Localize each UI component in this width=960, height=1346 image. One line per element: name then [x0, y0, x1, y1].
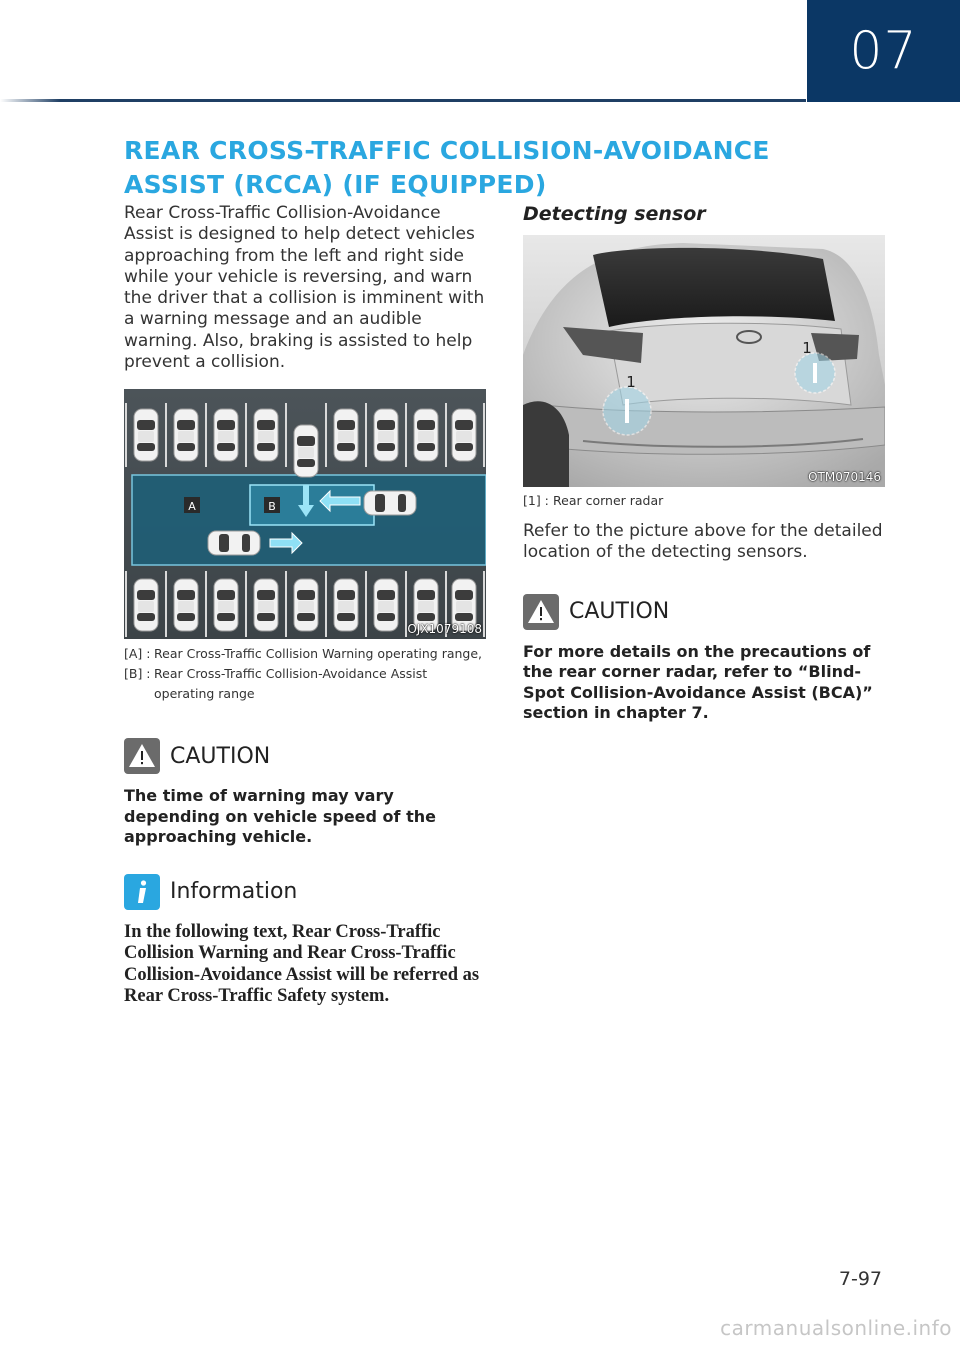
caution-title: CAUTION — [170, 743, 271, 769]
legend-text: Rear Cross-Traffic Collision Warning operating range, — [154, 646, 483, 662]
right-column — [523, 203, 885, 724]
header-rule-fade — [0, 99, 60, 102]
section-title: REAR CROSS-TRAFFIC COLLISION-AVOIDANCE ASSIST (RCCA) (IF EQUIPPED) — [124, 136, 770, 199]
info-title: Information — [170, 879, 298, 905]
legend-text: Rear corner radar — [553, 493, 664, 508]
chapter-tab — [807, 0, 960, 102]
figure-code: OTM070146 — [808, 470, 881, 484]
left-column — [124, 203, 486, 1008]
radar-marker-left: 1 — [626, 373, 636, 391]
parking-lot-figure — [124, 389, 486, 639]
figure-code: OJX1079108 — [407, 622, 482, 637]
info-icon — [124, 874, 160, 910]
header-rule — [0, 99, 806, 102]
page-number: 7-97 — [838, 1268, 882, 1290]
info-body: In the following text, Rear Cross-Traffic Collision Warning and Rear Cross-Traffic Collision-Avoidance Assist will be referred as Rear Cross-Traffic Safety system. — [124, 921, 480, 1007]
caution-body: The time of warning may vary depending on vehicle speed of the approaching vehicle. — [124, 786, 436, 847]
caution-header — [523, 594, 885, 630]
figure-legend — [523, 491, 885, 511]
warning-triangle-icon — [523, 594, 559, 630]
parking-lot-illustration — [124, 389, 486, 639]
legend-item — [124, 664, 486, 704]
legend-item — [124, 644, 486, 664]
legend-key: [A] : — [124, 646, 151, 662]
caution-body: For more details on the precautions of the rear corner radar, refer to “Blind-Spot Collision-Avoidance Assist (BCA)” section in chapter 7. — [523, 641, 873, 723]
legend-key: [1] : — [523, 493, 549, 508]
warning-triangle-icon — [124, 738, 160, 774]
legend-text: Rear Cross-Traffic Collision-Avoidance Assist operating range — [154, 666, 428, 702]
info-header — [124, 874, 486, 910]
intro-paragraph: Rear Cross-Traffic Collision-Avoidance Assist is designed to help detect vehicles approaching from the left and right side while your vehicle is reversing, and warn the driver that a collision is imminent with a warning message and an audible warning. Also, braking is assisted to help prevent a collision. — [124, 203, 485, 373]
zone-b-label: B — [268, 500, 276, 514]
vehicle-rear-figure — [523, 235, 885, 487]
zone-a-label: A — [188, 500, 196, 514]
watermark: carmanualsonline.info — [720, 1316, 952, 1340]
legend-key: [B] : — [124, 666, 151, 682]
radar-marker-right: 1 — [802, 339, 812, 357]
caution-title: CAUTION — [569, 599, 670, 625]
detecting-sensor-heading: Detecting sensor — [523, 203, 706, 225]
legend-item — [523, 491, 885, 511]
vehicle-rear-illustration — [523, 235, 885, 487]
figure-legend — [124, 644, 486, 704]
chapter-number: 07 — [849, 21, 918, 81]
sensor-paragraph: Refer to the picture above for the detailed location of the detecting sensors. — [523, 521, 883, 563]
caution-header — [124, 738, 486, 774]
